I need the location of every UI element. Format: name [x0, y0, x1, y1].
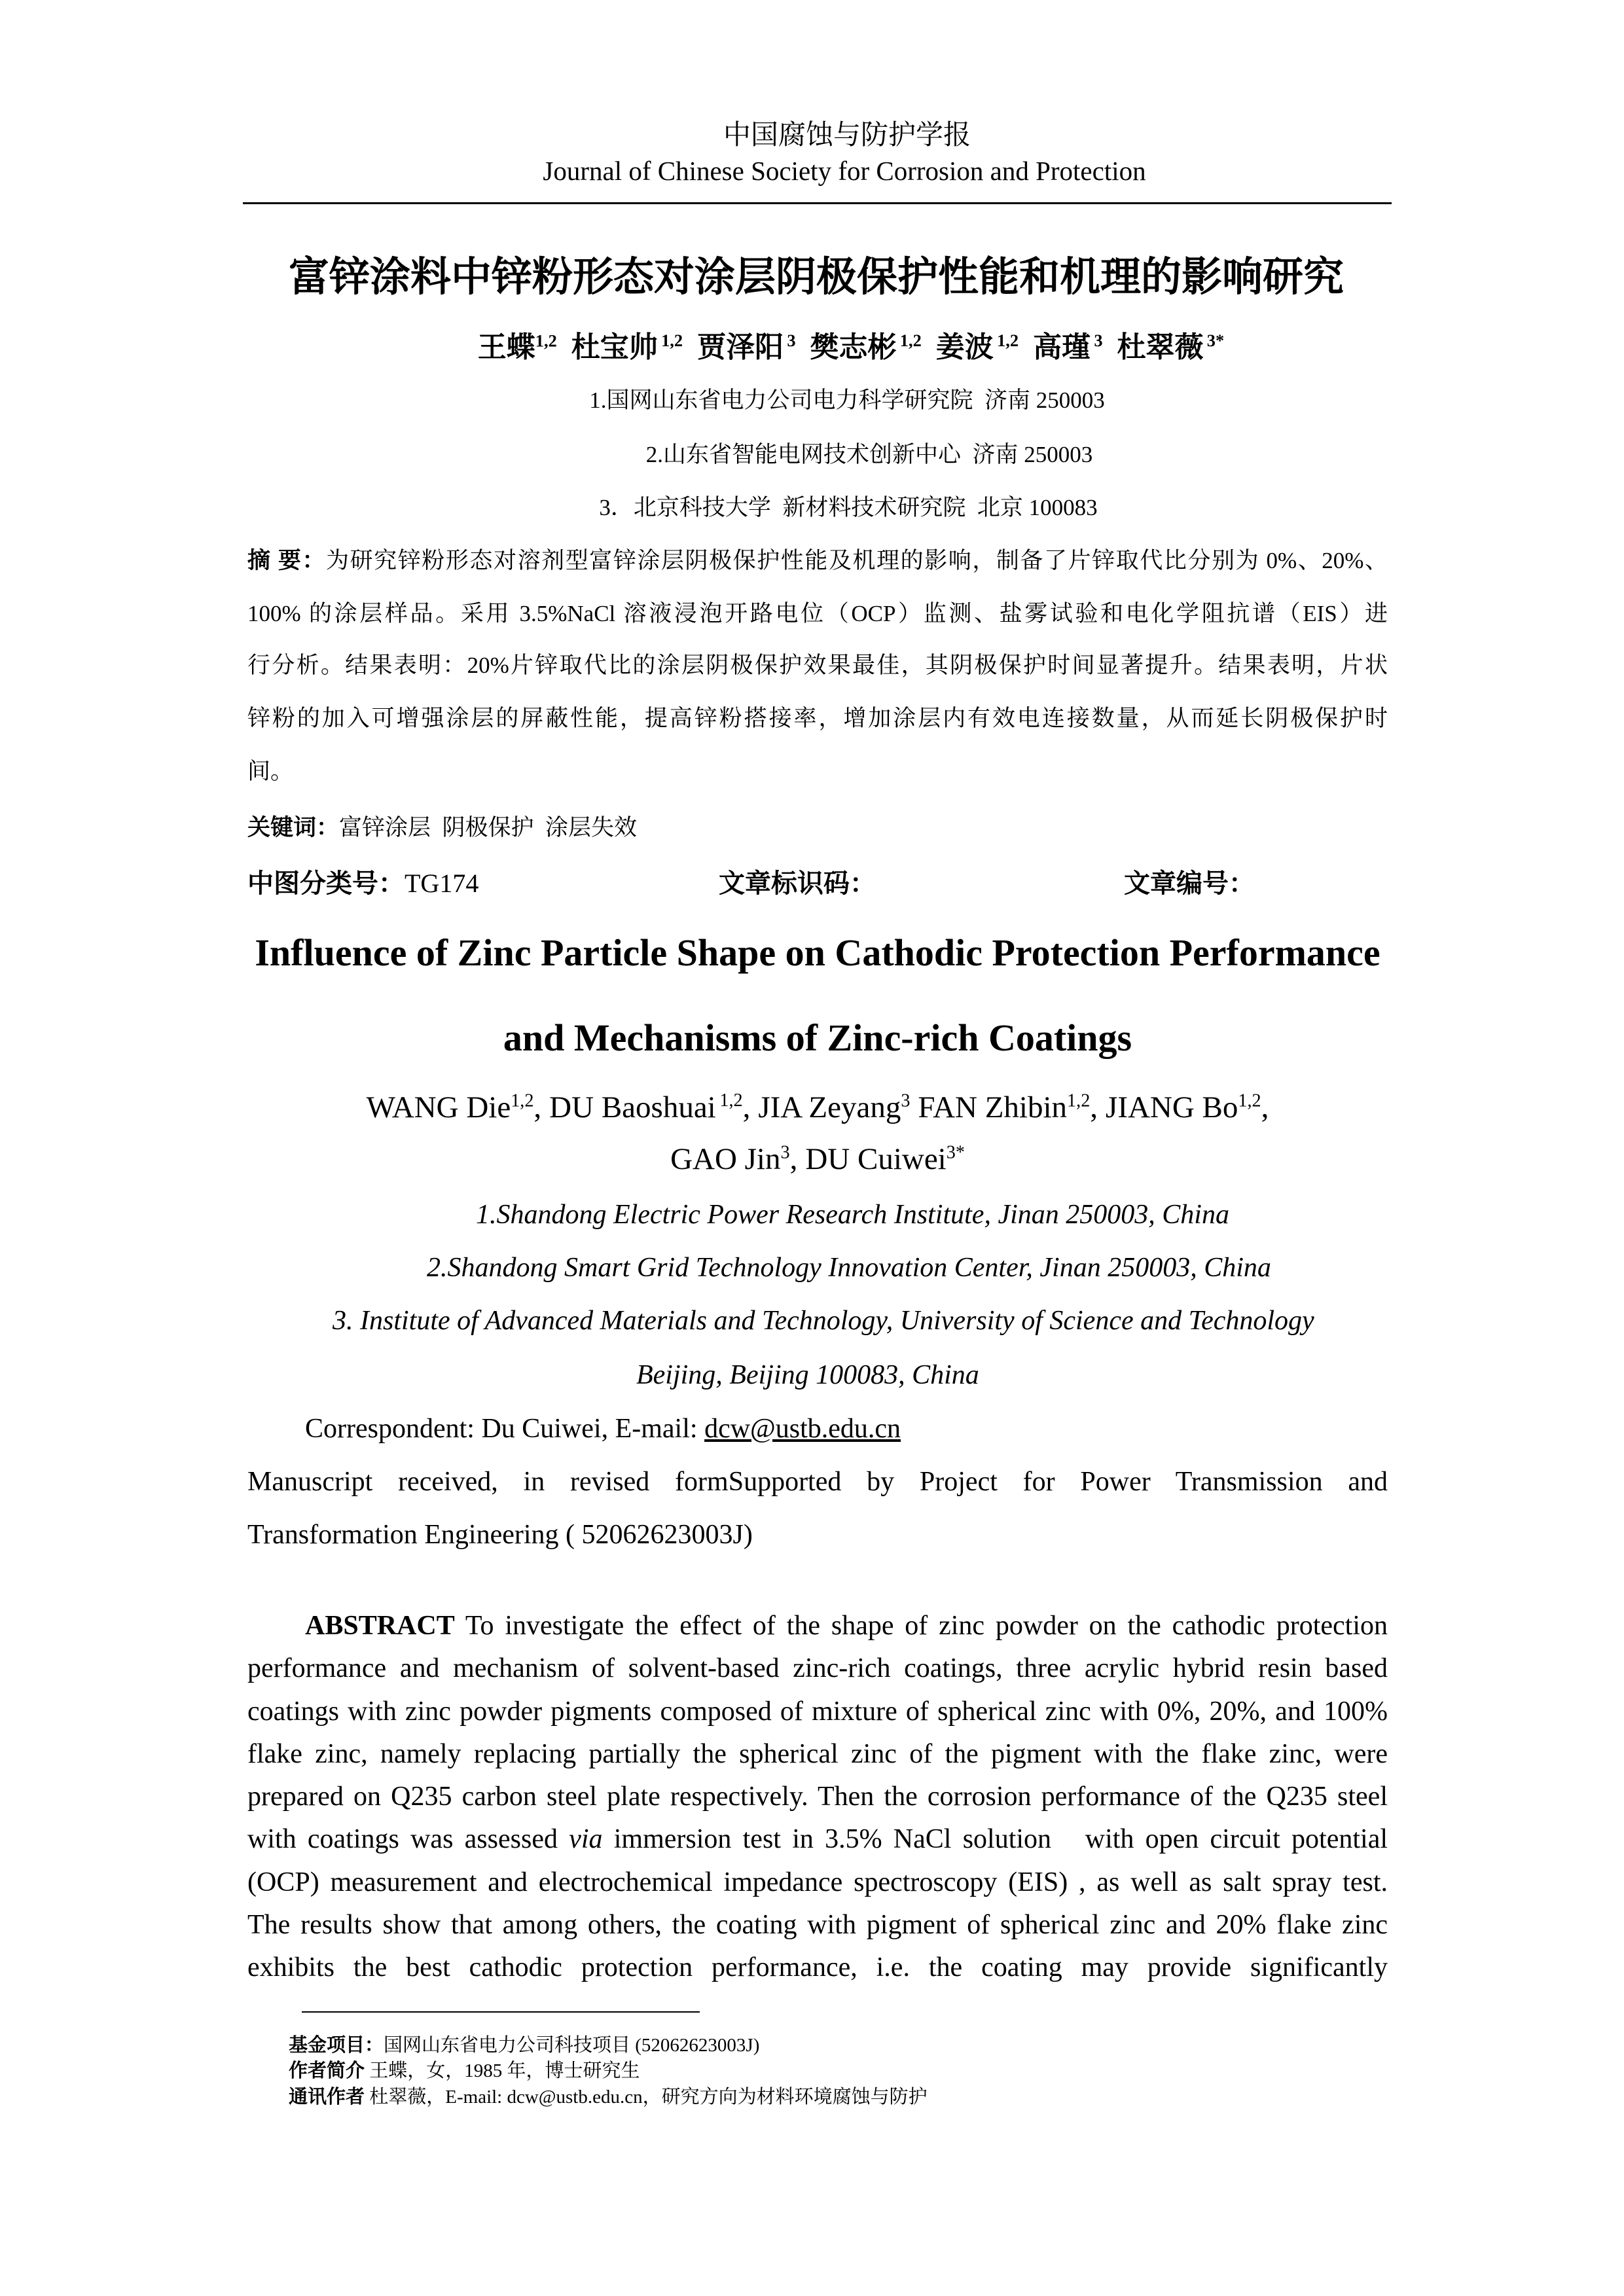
paper-title-cn: 富锌涂料中锌粉形态对涂层阴极保护性能和机理的影响研究 — [288, 253, 1344, 300]
document-code — [719, 865, 876, 902]
clc-label: 中图分类号： — [247, 869, 405, 898]
manuscript-line-1: Manuscript received, in revised formSupported by Project for Power Transmission and — [247, 1467, 1388, 1497]
affiliation-marker: 3 — [787, 331, 796, 351]
affiliation-en-3: 3. Institute of Advanced Materials and Technology, University of Science and Technology — [333, 1306, 1314, 1336]
author-en — [670, 1139, 797, 1179]
author-cn — [1117, 328, 1225, 367]
keywords-text: 富锌涂层 阴极保护 涂层失效 — [339, 815, 638, 840]
author-cn — [697, 328, 795, 367]
abstract-en-label: ABSTRACT — [305, 1611, 455, 1641]
author-cn — [571, 328, 683, 367]
author-name: JIA Zeyang — [758, 1090, 901, 1124]
affiliation-marker: 1,2 — [535, 331, 557, 351]
author-name: 杜翠薇 — [1117, 331, 1204, 363]
affiliation-marker: 3 — [901, 1090, 911, 1111]
author-en — [758, 1088, 910, 1127]
abstract-en-text: immersion test in 3.5% NaCl solution with open circuit potential — [613, 1824, 1388, 1854]
author-cn — [1033, 328, 1102, 367]
affiliation-marker: 3* — [946, 1142, 965, 1163]
affiliation-marker: 1,2 — [899, 331, 922, 351]
footnote-text: 杜翠薇，E-mail: dcw@ustb.edu.cn，研究方向为材料环境腐蚀与防护 — [369, 2087, 928, 2108]
author-cn — [810, 328, 922, 367]
correspondent — [305, 1410, 901, 1447]
abstract-en-italic: via — [569, 1824, 603, 1854]
correspondent-email-link[interactable]: dcw@ustb.edu.cn — [704, 1414, 901, 1444]
abstract-en-line: The results show that among others, the coating with pigment of spherical zinc and 20% flake zinc — [247, 1910, 1388, 1940]
affiliation-marker: 3 — [780, 1142, 790, 1163]
abstract-en-line — [305, 1607, 1388, 1644]
author-en — [367, 1088, 542, 1127]
abstract-en-text: with coatings was assessed — [247, 1824, 558, 1854]
author-cn — [478, 328, 557, 367]
affiliation-marker: 1,2 — [1238, 1090, 1261, 1111]
author-list-cn — [478, 328, 1224, 367]
footnote-label: 基金项目： — [289, 2035, 384, 2056]
keywords-cn — [247, 812, 637, 844]
article-number — [1124, 865, 1255, 902]
abstract-cn-line: 行分析。结果表明：20%片锌取代比的涂层阴极保护效果最佳，其阴极保护时间显著提升。结果表明，片状 — [247, 653, 1388, 678]
author-name: DU Cuiwei — [805, 1142, 947, 1176]
abstract-en-line — [247, 1821, 1388, 1857]
author-separator: , — [742, 1090, 751, 1124]
clc-number — [247, 865, 478, 902]
abstract-en-line: prepared on Q235 carbon steel plate respectively. Then the corrosion performance of the Q235 steel — [247, 1782, 1388, 1812]
author-name: JIANG Bo — [1106, 1090, 1238, 1124]
author-cn — [936, 328, 1019, 367]
author-separator: , — [789, 1142, 798, 1176]
author-list-en-line-2 — [670, 1139, 965, 1179]
author-separator: , — [1090, 1090, 1098, 1124]
author-separator: , — [1261, 1090, 1269, 1124]
footnote-corresponding — [289, 2085, 928, 2109]
correspondent-label: Correspondent: Du Cuiwei, E-mail: — [305, 1414, 698, 1444]
author-en — [549, 1088, 750, 1127]
author-name: 王蝶 — [477, 331, 535, 363]
footnote-rule — [302, 2011, 700, 2013]
affiliation-en-1: 1.Shandong Electric Power Research Institute, Jinan 250003, China — [476, 1200, 1229, 1230]
affiliation-marker: 1,2 — [661, 331, 683, 351]
abstract-cn-line: 100% 的涂层样品。采用 3.5%NaCl 溶液浸泡开路电位（OCP）监测、盐雾试验和电化学阻抗谱（EIS）进 — [247, 601, 1388, 626]
manuscript-line-2: Transformation Engineering ( 52062623003J) — [247, 1520, 753, 1550]
affiliation-marker: 1,2 — [997, 331, 1019, 351]
footnote-funding — [289, 2033, 759, 2058]
footnote-text: 国网山东省电力公司科技项目 (52062623003J) — [384, 2035, 760, 2056]
author-list-en-line-1 — [367, 1088, 1269, 1127]
affiliation-cn-2: 2.山东省智能电网技术创新中心 济南 250003 — [645, 442, 1093, 467]
paper-title-en-line-2: and Mechanisms of Zinc-rich Coatings — [503, 1016, 1132, 1059]
abstract-cn-text: 为研究锌粉形态对溶剂型富锌涂层阴极保护性能及机理的影响，制备了片锌取代比分别为 0%、20%、 — [326, 548, 1388, 573]
affiliation-marker: 3* — [1206, 331, 1225, 351]
footnote-author-bio — [289, 2058, 640, 2083]
affiliation-cn-1: 1.国网山东省电力公司电力科学研究院 济南 250003 — [589, 387, 1105, 413]
author-name: 贾泽阳 — [697, 331, 784, 363]
abstract-cn-line: 锌粉的加入可增强涂层的屏蔽性能，提高锌粉搭接率，增加涂层内有效电连接数量，从而延长阴极保护时 — [247, 706, 1388, 731]
affiliation-marker: 3 — [1094, 331, 1103, 351]
affiliation-en-2: 2.Shandong Smart Grid Technology Innovation Center, Jinan 250003, China — [427, 1253, 1271, 1283]
article-number-label: 文章编号： — [1124, 869, 1255, 898]
author-name: FAN Zhibin — [918, 1090, 1068, 1124]
abstract-en-line: exhibits the best cathodic protection performance, i.e. the coating may provide significantly — [247, 1952, 1388, 1982]
document-code-label: 文章标识码： — [719, 869, 876, 898]
abstract-cn-line: 间。 — [247, 759, 294, 784]
author-name: 姜波 — [935, 331, 994, 363]
affiliation-marker: 1,2 — [1067, 1090, 1091, 1111]
abstract-cn-line — [247, 545, 1388, 577]
author-name: GAO Jin — [670, 1142, 781, 1176]
author-name: 高瑾 — [1033, 331, 1091, 363]
affiliation-en-3-cont: Beijing, Beijing 100083, China — [636, 1360, 979, 1390]
footnote-text: 王蝶，女，1985 年，博士研究生 — [369, 2060, 640, 2081]
author-separator: , — [533, 1090, 542, 1124]
journal-title-en: Journal of Chinese Society for Corrosion and Protection — [543, 156, 1146, 186]
author-name: DU Baoshuai — [549, 1090, 716, 1124]
header-rule — [243, 202, 1392, 204]
author-en — [918, 1088, 1098, 1127]
journal-title-cn: 中国腐蚀与防护学报 — [723, 120, 971, 151]
abstract-en-line: flake zinc, namely replacing partially the spherical zinc of the pigment with the flake zinc, were — [247, 1739, 1388, 1769]
author-name: 樊志彬 — [810, 331, 897, 363]
abstract-cn-label: 摘 要： — [247, 548, 327, 573]
author-name: 杜宝帅 — [571, 331, 658, 363]
keywords-label: 关键词： — [247, 815, 340, 840]
author-name: WANG Die — [366, 1090, 511, 1124]
footnote-label: 作者简介 — [289, 2060, 365, 2081]
affiliation-marker: 1,2 — [719, 1090, 743, 1111]
clc-value: TG174 — [405, 869, 479, 898]
abstract-en-line: performance and mechanism of solvent-based zinc-rich coatings, three acrylic hybrid resin based — [247, 1653, 1388, 1683]
paper-title-en-line-1: Influence of Zinc Particle Shape on Cathodic Protection Performance — [255, 931, 1380, 974]
affiliation-cn-3: 3．北京科技大学 新材料技术研究院 北京 100083 — [599, 495, 1098, 520]
affiliation-marker: 1,2 — [511, 1090, 534, 1111]
footnote-label: 通讯作者 — [289, 2087, 365, 2108]
abstract-en-line: (OCP) measurement and electrochemical impedance spectroscopy (EIS) , as well as salt spray test. — [247, 1867, 1388, 1897]
author-en — [1106, 1088, 1269, 1127]
author-en — [805, 1139, 965, 1179]
abstract-en-line: coatings with zinc powder pigments composed of mixture of spherical zinc with 0%, 20%, and 100% — [247, 1696, 1388, 1727]
abstract-en-text: To investigate the effect of the shape of zinc powder on the cathodic protection — [465, 1611, 1388, 1641]
